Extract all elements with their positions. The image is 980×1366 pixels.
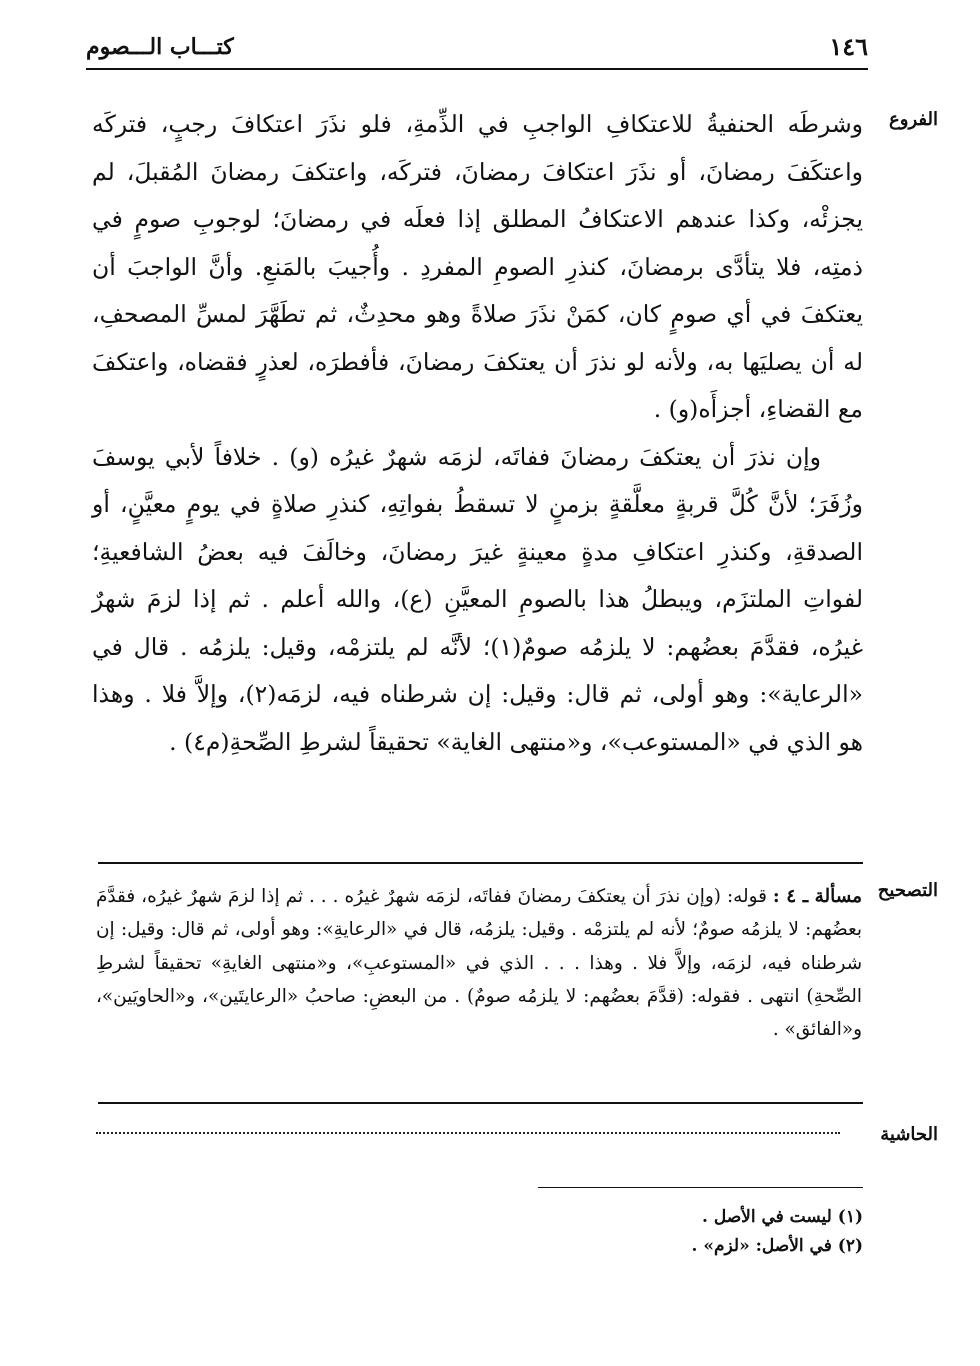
issue-label: مسألة ـ ٤ : [772,886,862,907]
page-number: ١٤٦ [829,32,868,61]
page-header [86,32,868,66]
footnote-item-2: (٢) في الأصل: «لزم» . [691,1236,863,1256]
footnote-item-1: (١) ليست في الأصل . [701,1207,863,1227]
main-text [92,101,863,766]
correction-divider [98,862,863,864]
header-rule [86,68,868,70]
main-paragraph-1: وشرطَه الحنفيةُ للاعتكافِ الواجبِ في الذِّمةِ، فلو نذَرَ اعتكافَ رجبٍ، فتركَه واعتكَفَ رمضانَ، أو نذَرَ اعتكافَ رمضانَ، فتركَه، واعتكفَ رمضانَ المُقبلَ، لم يجزئْه، وكذا عندهم الاعتكافُ المطلق إذا فعلَه في رمضانَ؛ لوجوبِ صومٍ في ذمتِه، فلا يتأدَّى برمضانَ، كنذرِ الصومِ المفردِ . وأُجيبَ بالمَنعِ. وأنَّ الواجبَ أن يعتكفَ في أي صومٍ كان، كمَنْ نذَرَ صلاةً وهو محدِثٌ، ثم تطَهَّرَ لمسِّ المصحفِ، له أن يصليَها به، ولأنه لو نذرَ أن يعتكفَ رمضانَ، فأفطرَه، لعذرٍ فقضاه، واعتكفَ مع القضاءِ، أجزأَه(و) . [92,110,863,423]
correction-body: قوله: (وإن نذرَ أن يعتكفَ رمضانَ ففاتَه، لزمَه شهرٌ غيرُه . . . ثم إذا لزمَ شهرٌ غيرُه، فقدَّمَ بعضُهم: لا يلزمُه صومٌ؛ لأنه لم يلتزمْه . وقيل: يلزمُه، قال في «الرعايةِ»: وهو أولى، ثم قال: وقيل: إن شرطناه فيه، لزمَه، وإلاَّ فلا . وهذا . . . الذي في «المستوعبِ»، و«منتهى الغايةِ» تحقيقاً لشرطِ الصِّحةِ) انتهى . فقوله: (قدَّمَ بعضُهم: لا يلزمُه صومٌ) . من البعضِ: صاحبُ «الرعايتَين»، و«الحاويَين»، و«الفائق» . [96,886,862,1041]
tashih-section-label: التصحيح [877,880,938,901]
book-title: كتـــاب الـــصوم [86,34,234,60]
correction-text [96,880,862,1046]
hashiya-dotted-line [96,1132,840,1134]
furu-section-label: الفروع [889,109,938,130]
hashiya-divider [98,1102,863,1104]
hashiya-section-label: الحاشية [880,1124,938,1145]
footnotes [525,1203,863,1261]
main-paragraph-2: وإن نذرَ أن يعتكفَ رمضانَ ففاتَه، لزمَه شهرٌ غيرُه (و) . خلافاً لأبي يوسفَ وزُفَرَ؛ لأنَّ كُلَّ قربةٍ معلَّقةٍ بزمنٍ لا تسقطُ بفواتِهِ، كنذرِ صلاةٍ في يومٍ معيَّنٍ، أو الصدقةِ، وكنذرِ اعتكافِ مدةٍ معينةٍ غيرَ رمضانَ، وخالَفَ فيه بعضُ الشافعيةِ؛ لفواتِ الملتزَم، ويبطلُ هذا بالصومِ المعيَّنِ (ع)، والله أعلم . ثم إذا لزمَ شهرٌ غيرُه، فقدَّمَ بعضُهم: لا يلزمُه صومٌ(١)؛ لأنَّه لم يلتزمْه، وقيل: يلزمُه . قال في «الرعاية»: وهو أولى، ثم قال: وقيل: إن شرطناه فيه، لزمَه(٢)، وإلاَّ فلا . وهذا هو الذي في «المستوعب»، و«منتهى الغاية» تحقيقاً لشرطِ الصِّحةِ(م٤) . [92,442,863,756]
footnote-separator [538,1187,863,1188]
